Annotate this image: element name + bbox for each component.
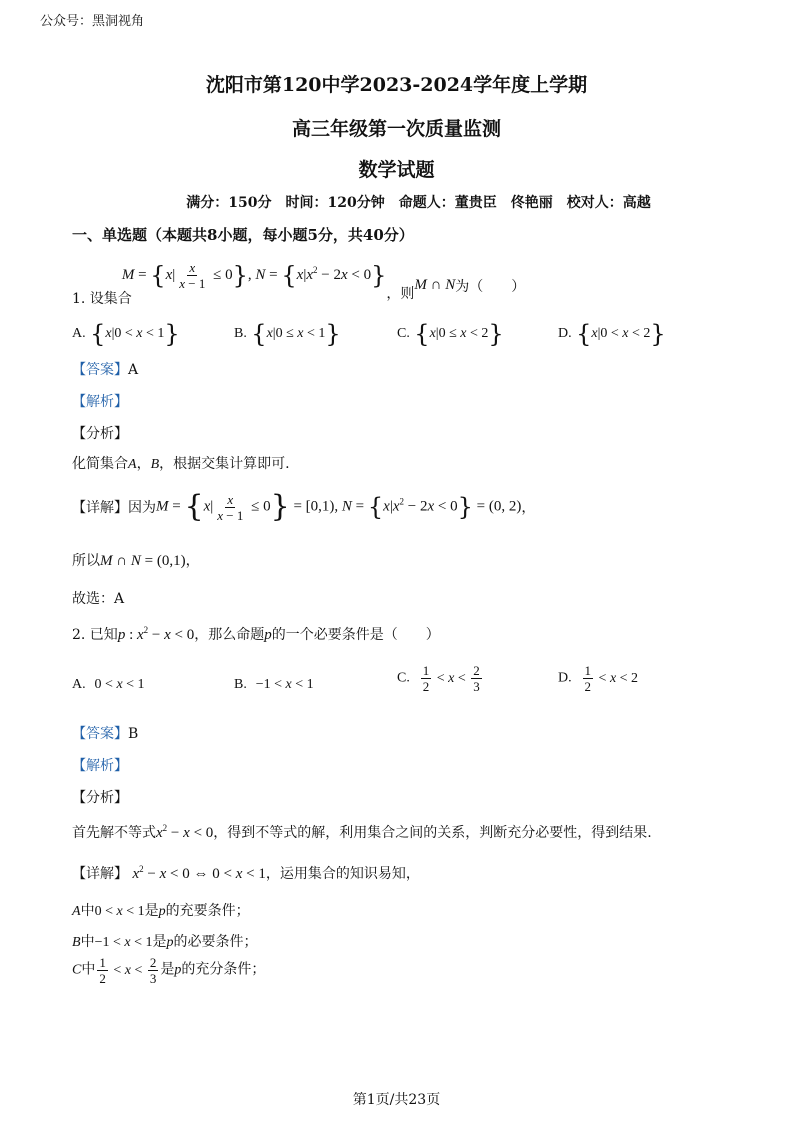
- q1-so: 所以M ∩ N = (0,1)，: [72, 553, 200, 569]
- q1-fenxi-tag: 【分析】: [72, 426, 128, 442]
- question-1-suffix: ，则: [386, 286, 415, 302]
- q1-detail: 【详解】 因为 M = {x| $\frac{x}{x - 1}$ ≤ 0} = [0,1), $N = \{x|x^2 - 2x < 0\} = (0$, 2) ，: [72, 489, 536, 524]
- q1-answer: 【答案】A: [72, 362, 139, 378]
- q2-option-a: A. 0 < x < 1: [72, 677, 145, 692]
- question-1-prefix: 1. 设集合: [72, 291, 132, 307]
- q2-line-c: C中 $\frac{1}{2}$ < x < $\frac{2}{3}$ 是p的充分条件；: [72, 955, 266, 986]
- q2-fenxi-text: 首先解不等式$x^2 - x < 0$，得到不等式的解，利用集合之间的关系，判断充分必要性，得到结果.: [72, 823, 652, 841]
- page-number: 第1页/共23页: [352, 1092, 441, 1108]
- q2-line-a: A中0 < x < 1是p的充要条件；: [72, 903, 250, 919]
- question-2-stem: 2. 已知p : $x^2 - x < 0$，那么命题p的一个必要条件是（ ）: [72, 625, 440, 643]
- q2-option-d: D. $\frac{1}{2}$ < x < 2: [558, 663, 639, 694]
- q1-option-a: A. {x|0 < x < 1}: [72, 320, 180, 348]
- q2-option-b: B. −1 < x < 1: [234, 677, 314, 692]
- q1-option-c: C. {x|0 ≤ x < 2}: [397, 320, 504, 348]
- question-1-then: 为（ ）: [455, 279, 526, 295]
- q1-choice: 故选：A: [72, 591, 125, 607]
- q1-fenxi-text: 化简集合A，B，根据交集计算即可.: [72, 456, 290, 472]
- exam-title-line1: 沈阳市第120中学2023-2024学年度上学期: [205, 74, 588, 96]
- q1-detail-formula: M = {x| $\frac{x}{x - 1}$ ≤ 0} = [0,1), $N = \{x|x^2 - 2x < 0\} = (0$, 2): [156, 489, 522, 524]
- q2-option-c: C. $\frac{1}{2}$ < x < $\frac{2}{3}$: [397, 663, 480, 694]
- q2-detail: 【详解】 $x^2 - x < 0$ ⇔ 0 < x < 1，运用集合的知识易知，: [72, 864, 420, 882]
- q1-analysis-tag: 【解析】: [72, 394, 128, 410]
- question-1-sets-formula: M = {x| $\frac{x}{x - 1}$ ≤ 0}, $N = \{x|x^2 - 2x < 0\}$: [121, 259, 387, 291]
- q2-line-b: B中−1 < x < 1是p的必要条件；: [72, 934, 258, 950]
- question-1-stem: [72, 258, 525, 308]
- section-heading: 一、单选题（本题共8小题，每小题5分，共40分）: [72, 226, 414, 244]
- q2-fenxi-tag: 【分析】: [72, 790, 128, 806]
- q2-answer: 【答案】B: [72, 726, 139, 742]
- exam-title-line2: 高三年级第一次质量监测: [291, 118, 501, 140]
- exam-subject-title: 数学试题: [358, 159, 435, 181]
- q1-option-b: B. {x|0 ≤ x < 1}: [234, 320, 341, 348]
- q2-analysis-tag: 【解析】: [72, 758, 128, 774]
- question-1-intersection: M ∩ N: [414, 276, 456, 293]
- q1-option-d: D. {x|0 < x < 2}: [558, 320, 666, 348]
- exam-meta-line: 满分：150分 时间：120分钟 命题人：董贵臣 佟艳丽 校对人：高越: [186, 195, 651, 211]
- account-header: 公众号：黑洞视角: [40, 14, 145, 29]
